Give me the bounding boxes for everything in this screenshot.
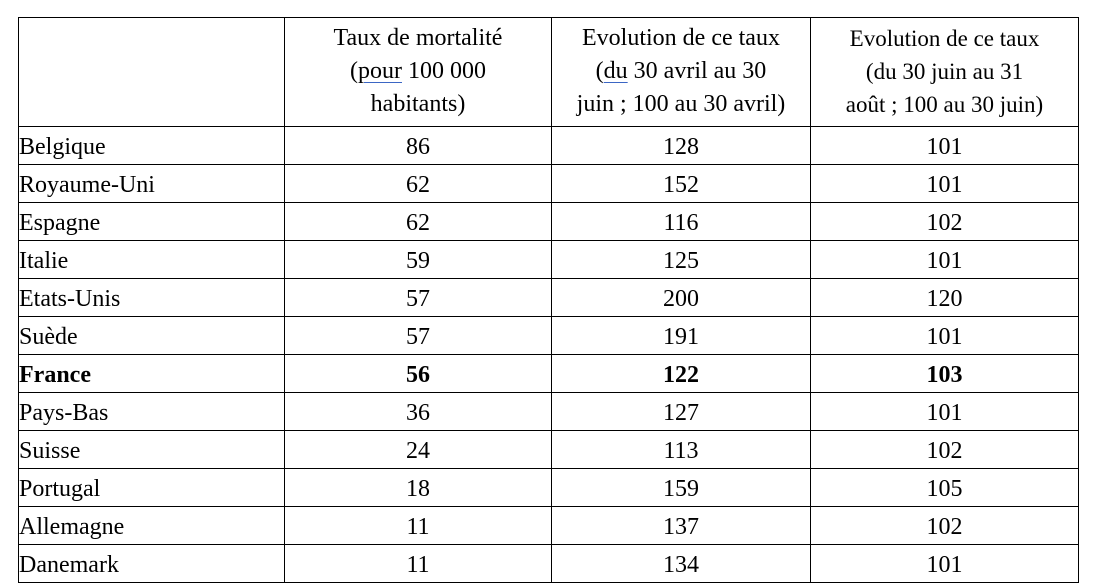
evolution-apr-jun-cell: 125 <box>552 241 811 279</box>
table-row <box>19 431 1079 469</box>
table-header-row <box>19 18 1079 127</box>
mortality-rate-cell: 24 <box>285 431 552 469</box>
evolution-apr-jun-cell: 200 <box>552 279 811 317</box>
table-row <box>19 545 1079 583</box>
country-cell: Etats-Unis <box>19 279 285 317</box>
header-mortality-line2-underlined: pour <box>358 58 402 84</box>
country-cell: Suisse <box>19 431 285 469</box>
header-mortality-line2 <box>285 55 551 88</box>
header-mortality-line3: habitants) <box>370 91 466 117</box>
evolution-jun-aug-cell: 101 <box>811 241 1079 279</box>
evolution-apr-jun-cell: 137 <box>552 507 811 545</box>
evolution-apr-jun-cell: 159 <box>552 469 811 507</box>
header-evolution-jun-aug <box>811 18 1079 127</box>
header-evolution-apr-jun <box>552 18 811 127</box>
mortality-rate-cell: 62 <box>285 203 552 241</box>
mortality-rate-cell: 86 <box>285 127 552 165</box>
mortality-rate-cell: 18 <box>285 469 552 507</box>
table-row <box>19 279 1079 317</box>
country-cell: Pays-Bas <box>19 393 285 431</box>
header-evolution2-line2: (du 30 juin au 31 <box>865 59 1024 84</box>
header-evolution1-line2-underlined: du <box>603 58 628 84</box>
evolution-jun-aug-cell: 101 <box>811 317 1079 355</box>
header-evolution1-line2-rest: 30 avril au 30 <box>627 58 767 84</box>
mortality-rate-cell: 56 <box>285 355 552 393</box>
evolution-apr-jun-cell: 128 <box>552 127 811 165</box>
mortality-table <box>18 17 1079 583</box>
table-row <box>19 203 1079 241</box>
mortality-rate-cell: 57 <box>285 279 552 317</box>
evolution-apr-jun-cell: 134 <box>552 545 811 583</box>
table-row <box>19 317 1079 355</box>
header-mortality-line2-rest: 100 000 <box>402 58 486 84</box>
header-evolution1-line3: juin ; 100 au 30 avril) <box>576 91 786 117</box>
table-row <box>19 241 1079 279</box>
header-mortality-line2-prefix: ( <box>350 58 358 84</box>
evolution-jun-aug-cell: 101 <box>811 165 1079 203</box>
country-cell: Portugal <box>19 469 285 507</box>
header-evolution1-line2-prefix: ( <box>595 58 604 84</box>
evolution-apr-jun-cell: 191 <box>552 317 811 355</box>
evolution-jun-aug-cell: 120 <box>811 279 1079 317</box>
mortality-rate-cell: 11 <box>285 507 552 545</box>
evolution-jun-aug-cell: 101 <box>811 127 1079 165</box>
table-body <box>19 127 1079 583</box>
table-row <box>19 165 1079 203</box>
header-blank-cell <box>19 18 285 127</box>
evolution-jun-aug-cell: 102 <box>811 203 1079 241</box>
header-mortality-line1: Taux de mortalité <box>333 25 503 51</box>
country-cell: Belgique <box>19 127 285 165</box>
country-cell: Royaume-Uni <box>19 165 285 203</box>
table-row <box>19 127 1079 165</box>
evolution-jun-aug-cell: 101 <box>811 393 1079 431</box>
mortality-rate-cell: 36 <box>285 393 552 431</box>
table-row <box>19 507 1079 545</box>
mortality-rate-cell: 59 <box>285 241 552 279</box>
evolution-jun-aug-cell: 102 <box>811 431 1079 469</box>
evolution-jun-aug-cell: 105 <box>811 469 1079 507</box>
country-cell: France <box>19 355 285 393</box>
header-evolution1-line1: Evolution de ce taux <box>582 25 780 51</box>
mortality-rate-cell: 57 <box>285 317 552 355</box>
country-cell: Italie <box>19 241 285 279</box>
header-evolution1-line2 <box>552 55 810 88</box>
evolution-apr-jun-cell: 113 <box>552 431 811 469</box>
evolution-apr-jun-cell: 127 <box>552 393 811 431</box>
table-row <box>19 393 1079 431</box>
header-evolution2-line1: Evolution de ce taux <box>849 26 1040 51</box>
evolution-apr-jun-cell: 116 <box>552 203 811 241</box>
evolution-jun-aug-cell: 102 <box>811 507 1079 545</box>
header-evolution2-line3: août ; 100 au 30 juin) <box>845 92 1044 117</box>
evolution-jun-aug-cell: 103 <box>811 355 1079 393</box>
header-mortality-rate <box>285 18 552 127</box>
mortality-rate-cell: 62 <box>285 165 552 203</box>
evolution-jun-aug-cell: 101 <box>811 545 1079 583</box>
evolution-apr-jun-cell: 152 <box>552 165 811 203</box>
country-cell: Allemagne <box>19 507 285 545</box>
table-row <box>19 355 1079 393</box>
country-cell: Suède <box>19 317 285 355</box>
mortality-rate-cell: 11 <box>285 545 552 583</box>
table-row <box>19 469 1079 507</box>
country-cell: Espagne <box>19 203 285 241</box>
country-cell: Danemark <box>19 545 285 583</box>
evolution-apr-jun-cell: 122 <box>552 355 811 393</box>
